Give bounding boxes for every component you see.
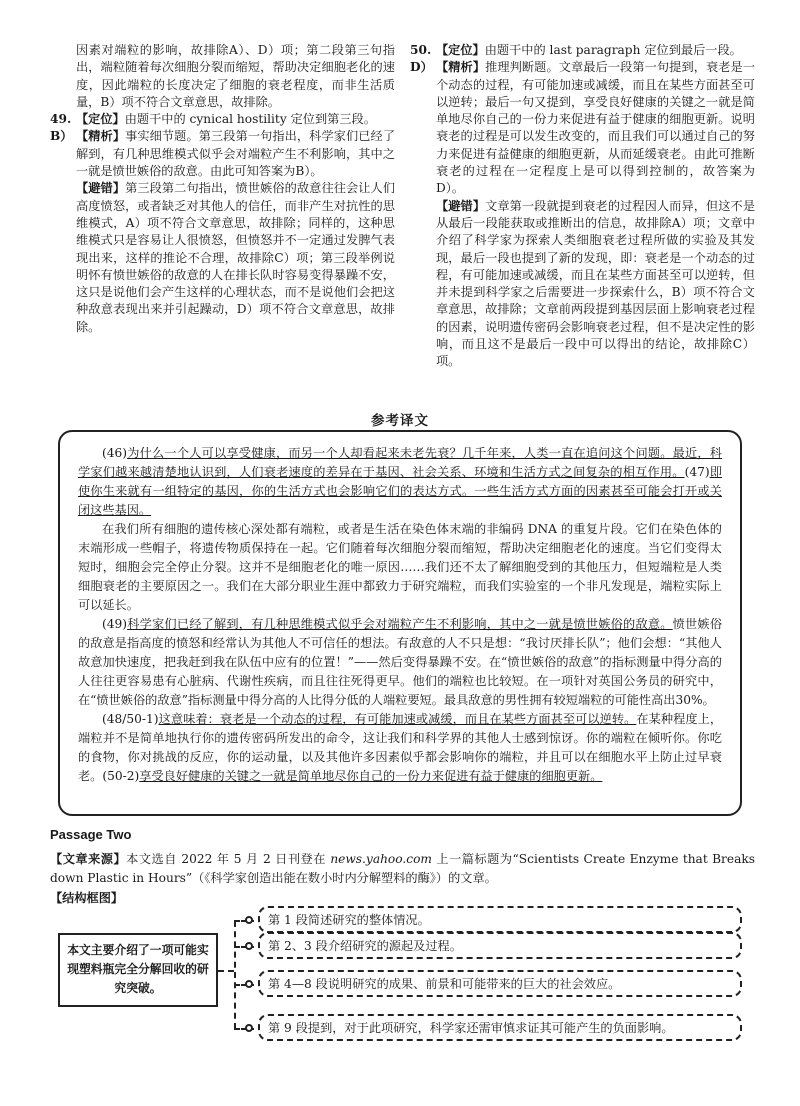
ref-p3-rest: 愤世嫉俗的敌意是指高度的愤怒和经常认为其他人不可信任的想法。有敌意的人不只是想：“我讨厌排长队”；他们会想：“其他人故意加快速度，把我赶到我在队伍中应有的位置！”——然后变得暴躁不安。在“愤世嫉俗的敌意”的指标测量中得分高的人往往更容易患有心脏病、代谢性疾病，而且往往死得更早。他们的端粒也比较短。在一项针对英国公务员的研究中，在“愤世嫉俗的敌意”指标测量中得分高的人比得分低的人端粒要短。最具敌意的男性拥有较短端粒的可能性高出30%。 (78, 617, 723, 707)
ref-p3-underlined: 科学家们已经了解到，有几种思维模式似乎会对端粒产生不利影响，其中之一就是愤世嫉俗的敌意。 (127, 617, 673, 631)
q49-error-text: 第三段第二句指出，愤世嫉俗的敌意往往会让人们高度愤怒，或者缺乏对其他人的信任，而非产生对抗性的思维模式，A）项不符合文章意思，故排除；同样的，这种思维模式只是容易让人很愤怒，但愤怒并不一定通过发脾气表现出来，这样的推论不合理，故排除C）项；第三段举例说明怀有愤世嫉俗的敌意的人在排长队时容易变得暴躁不安，这只是说他们会产生这样的心理状态，而不是说他们会把这种敌意表现出来并引起躁动，D）项不符合文章意思，故排除。 (76, 181, 396, 334)
ref-paragraph-3 (78, 615, 722, 710)
source-text-b: 上一篇标题为“Scientists Create Enzyme that Breaks down Plastic in Hours”（《科学家创造出能在数小时内分解塑料的酶》）的文章。 (50, 852, 756, 885)
q48-continued-text: 因素对端粒的影响，故排除A）、D）项；第二段第三句指出，端粒随着每次细胞分裂而缩短，帮助决定细胞老化的速度，因此端粒的长度决定了细胞的衰老程度，而非生活质量，B）项不符合文章意思，故排除。 (76, 43, 395, 109)
right-column (410, 42, 755, 371)
q50-error-avoid (410, 198, 755, 371)
q50-answer: D） (410, 60, 433, 75)
ref-p4-underlined-2: 享受良好健康的关键之一就是简单地尽你自己的一份力来促进有益于健康的细胞更新。 (139, 769, 603, 783)
q49-analysis (50, 128, 395, 180)
q49-error-avoid (50, 180, 395, 336)
ref-p4-marker-2: (50-2) (102, 769, 140, 783)
q49-analysis-label: 【精析】 (76, 129, 126, 144)
bullet-dot-3 (245, 980, 253, 988)
q50-analysis (410, 59, 755, 197)
ref-p1-marker-2: (47) (684, 465, 710, 479)
reference-translation-title: 参考译文 (371, 413, 429, 429)
q49-number: 49. (50, 112, 72, 127)
q50-number: 50. (410, 43, 432, 57)
q49-locate-label: 【定位】 (76, 112, 125, 127)
structure-diagram-label: 【结构框图】 (50, 891, 124, 905)
bullet-dot-2 (245, 942, 253, 950)
source-text-a: 本文选自 2022 年 5 月 2 日刊登在 (126, 852, 331, 866)
ref-p4-underlined-1: 这意味着：衰老是一个动态的过程，有可能加速或减缓，而且在某些方面甚至可以逆转。 (158, 712, 637, 726)
structure-item-3: 第 4—8 段说明研究的成果、前景和可能带来的巨大的社会效应。 (258, 970, 742, 997)
ref-p1-underlined-1: 为什么一个人可以享受健康，而另一个人却看起来未老先衰？几千年来，人类一直在追问这个问题。最近，科学家们越来越清楚地认识到，人们衰老速度的差异在于基因、社会关系、环境和生活方式之间复杂的相互作用。 (78, 446, 722, 479)
structure-item-1: 第 1 段简述研究的整体情况。 (258, 906, 742, 933)
summary-connector (218, 970, 234, 972)
ref-paragraph-4 (78, 710, 722, 786)
article-source (50, 850, 755, 888)
structure-item-4: 第 9 段提到，对于此项研究，科学家还需审慎求证其可能产生的负面影响。 (258, 1014, 742, 1041)
source-site: news.yahoo.com (330, 852, 432, 866)
ref-p4-middle: 在某种程度上，端粒并不是简单地执行你的遗传密码所发出的命令，这让我们和科学界的其他人士感到惊讶。你的端粒在倾听你。你吃的食物，你对挑战的反应，你的运动量，以及其他许多因素似乎都会影响你的端粒，并且可以在细胞水平上防止过早衰老。 (78, 712, 723, 783)
bullet-dot-4 (245, 1024, 253, 1032)
q50-analysis-text: 推理判断题。文章最后一段第一句提到，衰老是一个动态的过程，有可能加速或减缓，而且在某些方面甚至可以逆转；最后一句又提到，享受良好健康的关键之一就是简单地尽你自己的一份力来促进有益于健康的细胞更新。说明衰老的过程是可以发生改变的，而且我们可以通过自己的努力来促进有益健康的细胞更新，从而延缓衰老。由此可推断衰老的过程在一定程度上是可以得到控制的，故答案为D）。 (436, 60, 756, 196)
q50-locate-text: 由题干中的 last paragraph 定位到最后一段。 (484, 43, 742, 57)
q49-locate (50, 111, 395, 128)
left-column (50, 42, 395, 336)
q49-locate-text: 由题干中的 cynical hostility 定位到第三段。 (124, 112, 376, 127)
q50-analysis-label: 【精析】 (436, 60, 486, 75)
source-label: 【文章来源】 (50, 852, 127, 866)
passage-two-heading: Passage Two (50, 827, 132, 842)
q49-answer: B） (50, 129, 73, 144)
q50-error-label: 【避错】 (436, 198, 486, 213)
ref-paragraph-1 (78, 444, 722, 520)
ref-p4-marker: (48/50-1) (102, 712, 159, 726)
q49-error-label: 【避错】 (76, 181, 126, 196)
reference-translation-box (58, 430, 742, 816)
structure-trunk-line (234, 921, 238, 1029)
structure-item-2: 第 2、3 段介绍研究的源起及过程。 (258, 932, 742, 959)
q50-error-text: 文章第一段就提到衰老的过程因人而异，但这不是从最后一段能获取或推断出的信息，故排除A）项；文章中介绍了科学家为探索人类细胞衰老过程所做的实验及其发现，最后一段也提到了新的发现，即：衰老是一个动态的过程，有可能加速或减缓，而且在某些方面甚至可以逆转，但并未提到科学家之后需要进一步探索什么，B）项不符合文章意思，故排除；文章前两段提到基因层面上影响衰老过程的因素，说明遗传密码会影响衰老过程，但不是决定性的影响，而且这不是最后一段中可以得出的结论，故排除C）项。 (436, 198, 756, 369)
structure-summary-box: 本文主要介绍了一项可能实现塑料瓶完全分解回收的研究突破。 (58, 933, 218, 1007)
q49-analysis-text: 事实细节题。第三段第一句指出，科学家们已经了解到，有几种思维模式似乎会对端粒产生不利影响，其中之一就是愤世嫉俗的敌意。由此可知答案为B）。 (76, 129, 396, 179)
q50-locate-label: 【定位】 (436, 43, 485, 57)
q50-locate (410, 42, 755, 59)
ref-p1-marker: (46) (102, 446, 128, 460)
bullet-dot-1 (245, 916, 253, 924)
ref-paragraph-2: 在我们所有细胞的遗传核心深处都有端粒，或者是生活在染色体末端的非编码 DNA 的重复片段。它们在染色体的末端形成一些帽子，将遗传物质保持在一起。它们随着每次细胞分裂而缩短，帮助决定细胞老化的速度。当它们变得太短时，细胞会完全停止分裂。这并不是细胞老化的唯一原因……我们还不太了解细胞受到的其他压力，但短端粒是人类细胞衰老的主要原因之一。我们在大部分职业生涯中都致力于研究端粒，而我们实验室的一个非凡发现是，端粒实际上可以延长。 (78, 522, 722, 612)
ref-p3-marker: (49) (102, 617, 128, 631)
ref-p1-underlined-2: 即使你生来就有一组特定的基因，你的生活方式也会影响它们的表达方式。一些生活方式方面的因素甚至可能会打开或关闭这些基因。 (78, 465, 723, 517)
